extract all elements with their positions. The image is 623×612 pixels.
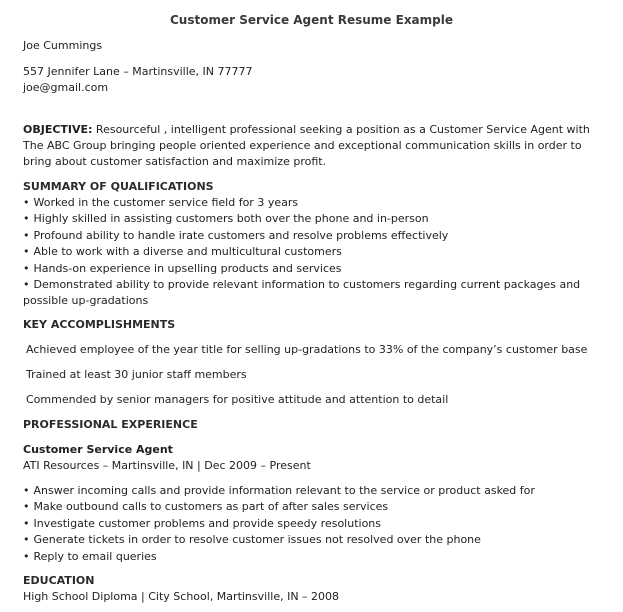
bullet-glyph: •: [23, 278, 30, 292]
contact-email: joe@gmail.com: [23, 81, 109, 94]
list-item: • Worked in the customer service field for 3 years: [23, 196, 299, 209]
bullet-glyph: •: [23, 484, 30, 497]
education-heading: EDUCATION: [23, 574, 95, 587]
list-item: • Hands-on experience in upselling products and services: [23, 261, 342, 275]
list-item: • Make outbound calls to customers as part of after sales services: [23, 500, 389, 514]
education-detail: High School Diploma | City School, Martinsville, IN – 2008: [23, 590, 340, 603]
bullet-glyph: •: [23, 549, 30, 563]
contact-name: Joe Cummings: [23, 39, 103, 52]
document-title: Customer Service Agent Resume Example: [169, 13, 453, 27]
objective-section: [23, 122, 598, 170]
accomplishments-heading: KEY ACCOMPLISHMENTS: [23, 318, 176, 331]
bullet-glyph: •: [23, 212, 30, 226]
list-item: • Able to work with a diverse and multicultural customers: [23, 245, 342, 259]
list-item: • Answer incoming calls and provide information relevant to the service or product asked for: [23, 484, 535, 497]
objective-text: Resourceful , intelligent professional seeking a position as a Customer Service Agent with The ABC Group bringing people oriented experience and exceptional communication skills in order to bring about customer satisfaction and maximize profit.: [23, 123, 590, 168]
experience-list: [23, 483, 603, 565]
bullet-glyph: •: [23, 245, 30, 259]
list-item: • Demonstrated ability to provide relevant information to customers regarding current packages and possible up-gradations: [23, 278, 581, 308]
experience-heading: PROFESSIONAL EXPERIENCE: [23, 418, 198, 431]
accomplishment-item: Trained at least 30 junior staff members: [26, 368, 247, 381]
accomplishment-item: Achieved employee of the year title for selling up-gradations to 33% of the company’s customer base: [26, 343, 588, 356]
list-item: • Profound ability to handle irate customers and resolve problems effectively: [23, 228, 449, 242]
bullet-glyph: •: [23, 516, 30, 530]
contact-address: 557 Jennifer Lane – Martinsville, IN 77777: [23, 65, 253, 78]
list-item: • Highly skilled in assisting customers both over the phone and in-person: [23, 212, 429, 226]
employer-line: ATI Resources – Martinsville, IN | Dec 2009 – Present: [23, 459, 311, 472]
list-item: • Reply to email queries: [23, 549, 157, 563]
qualifications-heading: SUMMARY OF QUALIFICATIONS: [23, 180, 214, 193]
job-title: Customer Service Agent: [23, 443, 173, 456]
bullet-glyph: •: [23, 228, 30, 242]
accomplishment-item: Commended by senior managers for positive attitude and attention to detail: [26, 393, 449, 406]
objective-label: OBJECTIVE:: [23, 123, 93, 136]
list-item: • Investigate customer problems and provide speedy resolutions: [23, 516, 382, 530]
qualifications-list: [23, 195, 603, 310]
list-item: • Generate tickets in order to resolve customer issues not resolved over the phone: [23, 533, 481, 547]
bullet-glyph: •: [23, 261, 30, 275]
bullet-glyph: •: [23, 500, 30, 514]
bullet-glyph: •: [23, 196, 30, 209]
bullet-glyph: •: [23, 533, 30, 547]
